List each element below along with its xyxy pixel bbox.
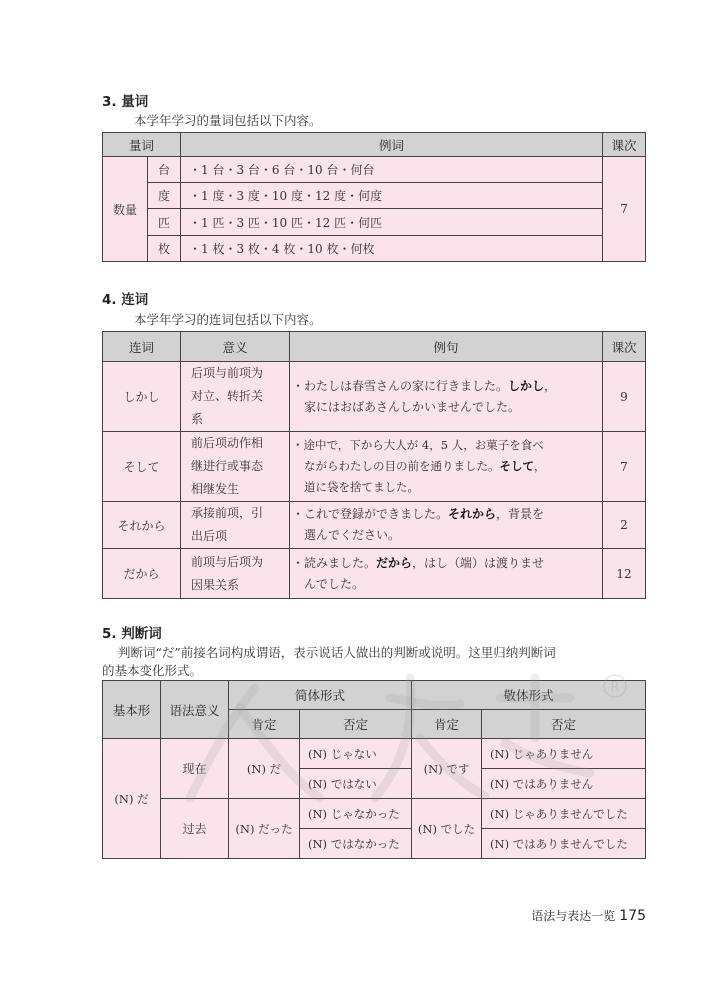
table-row — [103, 502, 646, 549]
table-row — [103, 362, 646, 432]
meaning-cell — [181, 502, 290, 549]
meaning-line: 继进行或事态 — [191, 459, 264, 473]
header-examples: 例词 — [181, 133, 603, 157]
meaning-cell: 现在 — [161, 739, 229, 799]
counter-cell: 枚 — [148, 236, 181, 262]
polite-negative-cell: (N) ではありませんでした — [482, 829, 646, 859]
table-row — [103, 432, 646, 502]
header-polite-form: 敬体形式 — [412, 681, 646, 710]
meaning-cell — [181, 549, 290, 599]
svg-text:R: R — [610, 680, 620, 695]
example-text: 家にはおばあさんしかいませんでした。 — [304, 399, 521, 414]
conjunction-cell: だから — [103, 549, 181, 599]
example-text: ・読みました。 — [292, 555, 377, 570]
example-text: ，背景を — [496, 507, 545, 521]
conjunctions-table — [102, 331, 646, 599]
header-conjunction: 连词 — [103, 332, 181, 362]
plain-negative-cell: (N) じゃない — [300, 739, 412, 769]
header-plain-negative: 否定 — [300, 710, 412, 739]
table-row — [103, 209, 646, 236]
example-text: ， — [544, 378, 557, 393]
header-lesson: 课次 — [603, 133, 646, 157]
example-text: ， — [534, 459, 546, 473]
header-grammar-meaning: 语法意义 — [161, 681, 229, 739]
header-measure-word: 量词 — [103, 133, 181, 157]
copula-table — [102, 680, 646, 859]
polite-affirmative-cell: (N) でした — [412, 799, 482, 859]
lesson-cell: 9 — [603, 362, 646, 432]
meaning-line: 相继发生 — [191, 482, 240, 496]
conjunction-cell: しかし — [103, 362, 181, 432]
example-cell — [290, 432, 603, 502]
table-header-row — [103, 332, 646, 362]
header-meaning: 意义 — [181, 332, 290, 362]
page-number: 175 — [619, 908, 646, 924]
meaning-line: 承接前项，引 — [191, 506, 264, 520]
example-text: ながらわたしの目の前を通りました。 — [304, 459, 500, 473]
header-lesson: 课次 — [603, 332, 646, 362]
header-polite-affirmative: 肯定 — [412, 710, 482, 739]
meaning-line: 因果关系 — [191, 577, 240, 592]
counter-cell: 度 — [148, 183, 181, 209]
example-keyword: そして — [499, 459, 534, 473]
plain-negative-cell: (N) ではなかった — [300, 829, 412, 859]
counter-cell: 匹 — [148, 209, 181, 236]
header-example-sentence: 例句 — [290, 332, 603, 362]
plain-affirmative-cell: (N) だ — [229, 739, 300, 799]
section-title-measure-words: 3. 量词 — [102, 94, 149, 110]
example-keyword: しかし — [508, 378, 545, 393]
table-row — [103, 799, 646, 829]
meaning-cell — [181, 432, 290, 502]
table-header-row — [103, 681, 646, 710]
lesson-cell: 7 — [603, 157, 646, 262]
plain-negative-cell: (N) ではない — [300, 769, 412, 799]
lesson-cell: 7 — [603, 432, 646, 502]
polite-negative-cell: (N) じゃありませんでした — [482, 799, 646, 829]
counter-cell: 台 — [148, 157, 181, 183]
example-cell — [290, 362, 603, 432]
example-text: ，はし（端）は渡りませ — [412, 555, 545, 570]
example-text: んでした。 — [304, 576, 365, 591]
section-title-conjunctions: 4. 连词 — [102, 292, 149, 308]
example-keyword: それから — [448, 507, 497, 521]
meaning-line: 后项与前项为 — [191, 366, 264, 380]
table-row — [103, 183, 646, 209]
plain-affirmative-cell: (N) だった — [229, 799, 300, 859]
section-intro-copula-line2: 的基本变化形式。 — [102, 663, 203, 678]
base-form-cell: (N) だ — [103, 739, 161, 859]
examples-cell: ・1 枚・3 枚・4 枚・10 枚・何枚 — [181, 236, 603, 262]
table-row — [103, 549, 646, 599]
examples-cell: ・1 台・3 台・6 台・10 台・何台 — [181, 157, 603, 183]
example-cell — [290, 549, 603, 599]
table-header-row — [103, 133, 646, 157]
meaning-line: 对立、转折关 — [191, 389, 264, 403]
meaning-cell: 过去 — [161, 799, 229, 859]
plain-negative-cell: (N) じゃなかった — [300, 799, 412, 829]
header-plain-form: 简体形式 — [229, 681, 412, 710]
header-base-form: 基本形 — [103, 681, 161, 739]
meaning-line: 前项与后项为 — [191, 554, 264, 569]
polite-negative-cell: (N) ではありません — [482, 769, 646, 799]
section-title-copula: 5. 判断词 — [102, 626, 162, 642]
conjunction-cell: そして — [103, 432, 181, 502]
lesson-cell: 2 — [603, 502, 646, 549]
meaning-line: 系 — [191, 412, 204, 426]
example-text: ・これで登録ができました。 — [292, 507, 449, 521]
footer-label: 语法与表达一览 — [531, 909, 616, 923]
table-row — [103, 739, 646, 769]
polite-affirmative-cell: (N) です — [412, 739, 482, 799]
measure-words-table — [102, 132, 646, 262]
conjunction-cell: それから — [103, 502, 181, 549]
table-row — [103, 236, 646, 262]
page-footer — [531, 907, 646, 924]
example-text: 道に袋を捨てました。 — [304, 480, 419, 494]
table-row — [103, 157, 646, 183]
meaning-line: 出后项 — [191, 529, 228, 543]
lesson-cell: 12 — [603, 549, 646, 599]
meaning-cell — [181, 362, 290, 432]
category-cell: 数量 — [103, 157, 148, 262]
example-cell — [290, 502, 603, 549]
example-keyword: だから — [376, 555, 413, 570]
example-text: 選んでください。 — [304, 528, 401, 542]
header-polite-negative: 否定 — [482, 710, 646, 739]
examples-cell: ・1 匹・3 匹・10 匹・12 匹・何匹 — [181, 209, 603, 236]
section-intro-measure-words: 本学年学习的量词包括以下内容。 — [134, 113, 322, 128]
section-intro-copula-line1: 判断词“だ”前接名词构成谓语，表示说话人做出的判断或说明。这里归纳判断词 — [118, 645, 556, 660]
example-text: ・途中で，下から大人が 4，5 人，お菓子を食べ — [292, 438, 544, 452]
polite-negative-cell: (N) じゃありません — [482, 739, 646, 769]
example-text: ・わたしは春雪さんの家に行きました。 — [292, 378, 509, 393]
meaning-line: 前后项动作相 — [191, 436, 264, 450]
header-plain-affirmative: 肯定 — [229, 710, 300, 739]
section-intro-conjunctions: 本学年学习的连词包括以下内容。 — [134, 312, 322, 327]
examples-cell: ・1 度・3 度・10 度・12 度・何度 — [181, 183, 603, 209]
